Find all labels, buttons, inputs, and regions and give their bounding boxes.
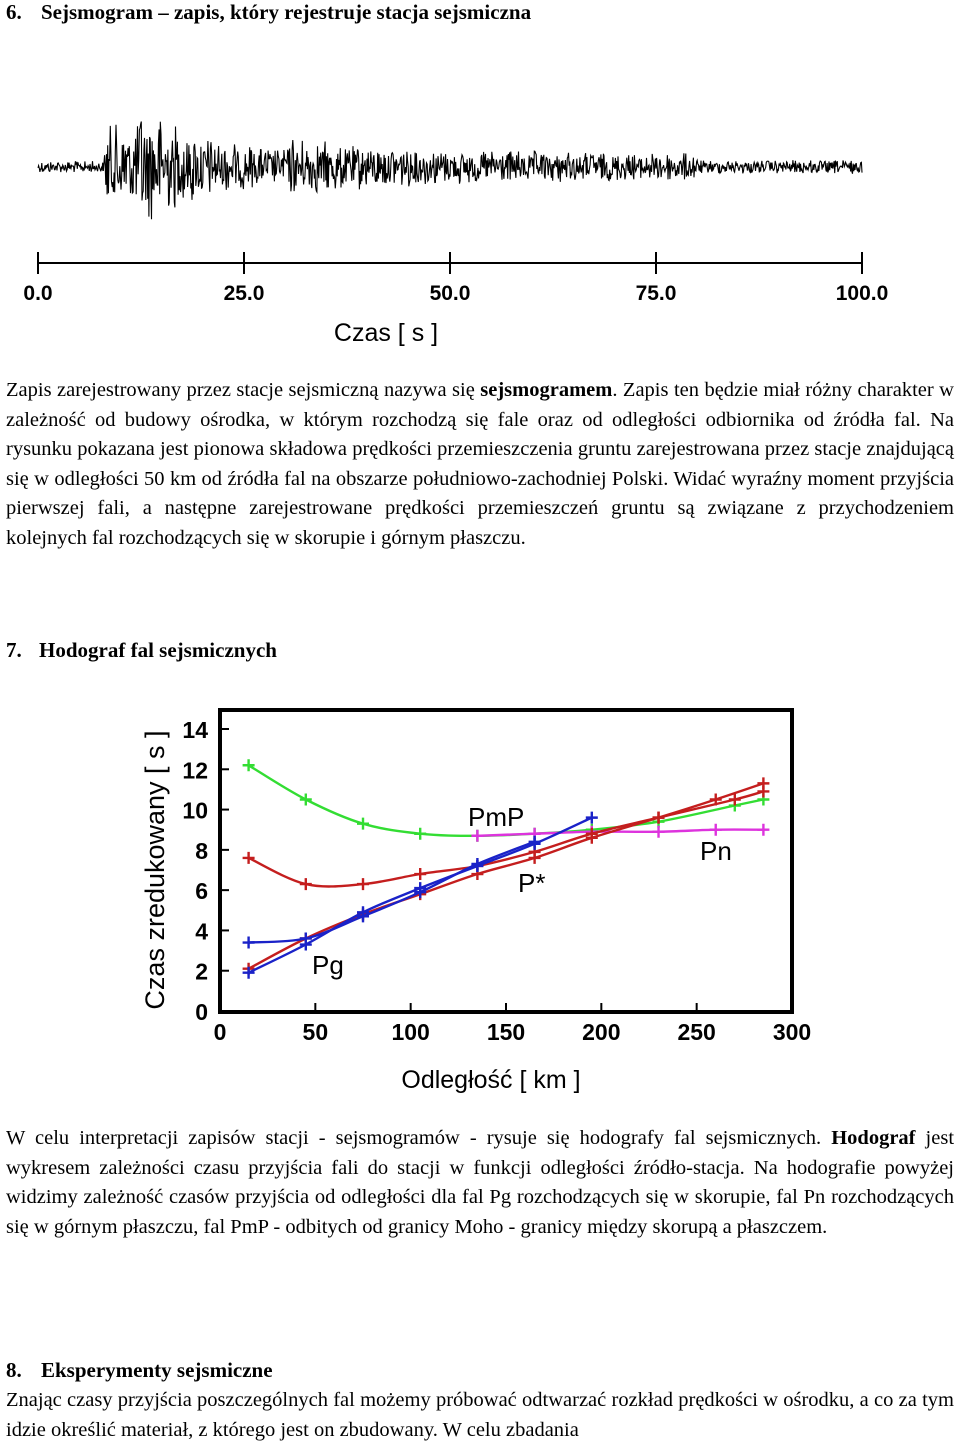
data-point-p <box>300 878 312 890</box>
data-point-p <box>243 852 255 864</box>
hodograph-xlabel: Odległość [ km ] <box>401 1066 581 1094</box>
section-8-heading <box>6 1358 273 1383</box>
y-tick-label: 14 <box>182 717 208 743</box>
para2-text-2: jest wykresem zależności czasu przyjścia fali do stacji w funkcji odległości źródło-stacja. Na hodografie powyżej widzimy zależność czasów przyjścia od odległości dla fal Pg rozchodzących się w skorupie, fal Pn rozchodzących się w górnym płaszczu, fal PmP - odbitych od granicy Moho - granicy między skorupą a płaszczem. <box>6 1127 955 1238</box>
paragraph-experiments <box>6 1386 954 1445</box>
para1-text-1: Zapis zarejestrowany przez stacje sejsmiczną nazywa się <box>6 379 481 401</box>
paragraph-seismogram <box>6 376 954 553</box>
hodograph-chart <box>0 700 960 1110</box>
x-tick-label: 150 <box>486 1019 526 1045</box>
para1-bold-term: sejsmogramem <box>480 379 613 401</box>
section-7-heading <box>6 638 277 663</box>
seismogram-tick-label: 25.0 <box>223 282 265 305</box>
hodograph-ylabel: Czas zredukowany [ s ] <box>140 730 170 1010</box>
section-6-number: 6. <box>6 0 22 24</box>
y-tick-label: 4 <box>195 918 208 945</box>
data-point-pmp <box>243 759 255 771</box>
hodograph-x-ticks <box>214 1003 812 1045</box>
y-tick-label: 12 <box>182 757 208 784</box>
y-tick-label: 0 <box>195 999 208 1025</box>
x-tick-label: 50 <box>302 1019 329 1045</box>
seismogram-tick-label: 100.0 <box>835 282 889 305</box>
section-8-number: 8. <box>6 1358 22 1382</box>
y-tick-label: 8 <box>195 837 208 864</box>
seismogram-tick-label: 50.0 <box>429 282 471 305</box>
para3-text-1: Znając czasy przyjścia poszczególnych fal możemy próbować odtwarzać rozkład prędkości w ośrodku, a co za tym idzie określić materiał, z którego jest on zbudowany. W celu zbadania <box>6 1389 954 1441</box>
x-tick-label: 300 <box>772 1019 812 1045</box>
y-tick-label: 2 <box>195 958 208 985</box>
y-tick-label: 10 <box>182 797 208 824</box>
para1-text-2: . Zapis ten będzie miał różny charakter w zależność od budowy ośrodka, w którym rozchodzą się fale oraz od odległości odbiornika od źródła fal. Na rysunku pokazana jest pionowa składowa prędkości przemieszczenia gruntu zarejestrowana przez stacje znajdującą się w odległości 50 km od źródła fal na obszarze południowo-zachodniej Polski. Widać wyraźny moment przyjścia pierwszej fali, a następne zarejestrowane prędkości przemieszczeń gruntu są związane z przychodzeniem kolejnych fal rozchodzących się w skorupie i górnym płaszczu. <box>6 379 954 549</box>
seismogram-xlabel: Czas [ s ] <box>333 319 439 347</box>
y-tick-label: 6 <box>195 878 208 905</box>
para2-text-1: W celu interpretacji zapisów stacji - sejsmogramów - rysuje się hodografy fal sejsmicznych. <box>6 1127 832 1149</box>
data-point-pmp <box>357 818 369 830</box>
data-point-pn <box>757 824 769 836</box>
x-tick-label: 100 <box>391 1019 430 1045</box>
data-point-pn <box>653 826 665 838</box>
seismogram-ticks <box>23 252 888 305</box>
label-pstar: P* <box>518 868 546 898</box>
data-point-pn <box>710 824 722 836</box>
data-point-p <box>357 878 369 890</box>
label-pmp: PmP <box>468 802 525 832</box>
data-point-pg-2 <box>243 937 255 949</box>
seismogram-tick-label: 0.0 <box>23 282 53 305</box>
seismogram-tick-label: 75.0 <box>635 282 677 305</box>
series-line-pg-2-5 <box>249 842 535 943</box>
paragraph-hodograph <box>6 1124 954 1242</box>
section-7-title: Hodograf fal sejsmicznych <box>39 638 277 662</box>
x-tick-label: 0 <box>213 1019 227 1045</box>
data-point-p-2 <box>757 777 769 789</box>
hodograph-series <box>243 759 770 978</box>
label-pg: Pg <box>312 950 344 980</box>
section-8-title: Eksperymenty sejsmiczne <box>41 1358 273 1382</box>
seismogram-chart <box>0 60 960 360</box>
x-tick-label: 200 <box>582 1019 621 1045</box>
section-6-heading <box>6 0 531 25</box>
section-6-title: Sejsmogram – zapis, który rejestruje stacja sejsmiczna <box>41 0 532 24</box>
label-pn: Pn <box>700 836 732 866</box>
data-point-pmp <box>300 794 312 806</box>
data-point-pg <box>586 812 598 824</box>
x-tick-label: 250 <box>677 1019 716 1045</box>
data-point-p <box>414 868 426 880</box>
para2-bold-term: Hodograf <box>831 1127 916 1149</box>
seismogram-trace <box>38 122 862 220</box>
hodograph-y-ticks <box>182 717 229 1025</box>
data-point-pmp <box>414 828 426 840</box>
section-7-number: 7. <box>6 638 22 662</box>
